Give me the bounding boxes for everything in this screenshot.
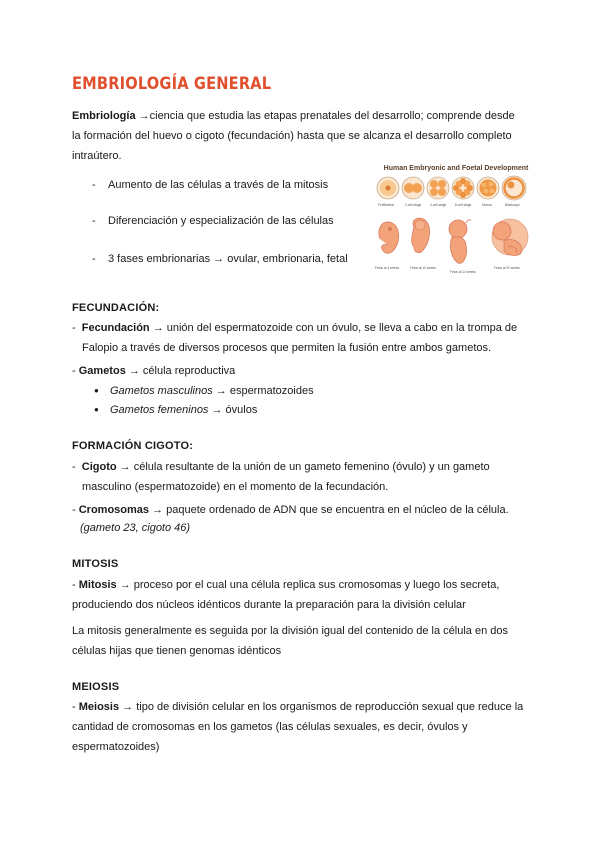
figure-illustration [370, 163, 538, 283]
fetus-label: Fetus at 20 weeks [494, 266, 520, 270]
intro-list-item: - 3 fases embrionarias → ovular, embrionaria, fetal [92, 253, 348, 265]
fetus-4-weeks [379, 222, 399, 253]
mitosis-paragraph: - Mitosis → proceso por el cual una célula replica sus cromosomas y luego los secreta, produciendo dos núcleos idénticos durante la preparación para la división celular [72, 579, 500, 611]
mitosis-note-paragraph: La mitosis generalmente es seguida por la división igual del contenido de la célula en dos células hijas que tienen genomas idénticos [72, 625, 508, 657]
stage-label: Morula [482, 203, 492, 207]
cell-stage-fertilization [377, 177, 399, 199]
cromosomas-note: (gameto 23, cigoto 46) [80, 522, 191, 534]
intro-line-3: intraútero. [72, 150, 122, 162]
page-title: EMBRIOLOGÍA GENERAL [72, 74, 272, 94]
fetus-label: Fetus at 14 weeks [450, 270, 476, 274]
bullet-item: ● Gametos femeninos → óvulos [94, 404, 258, 416]
intro-list-item: - Diferenciación y especialización de las células [92, 215, 334, 227]
intro-list-item: - Aumento de las células a través de la mitosis [92, 179, 329, 191]
meiosis-paragraph: - Meiosis → tipo de división celular en los organismos de reproducción sexual que reduce la cantidad de cromosomas en los gametos (las células sexuales, es decir, óvulos y espermatozoides) [72, 701, 524, 753]
figure-title: Human Embryonic and Foetal Development [383, 165, 529, 172]
section-heading-meiosis: MEIOSIS [72, 681, 120, 693]
cell-stage-blastocyst [502, 176, 526, 200]
intro-line-2: la formación del huevo o cigoto (fecundación) hasta que se alcanza el desarrollo completo [72, 130, 512, 142]
embryonic-development-figure [370, 163, 538, 283]
stage-label: 8-cell stage [455, 203, 472, 207]
cromosomas-term: Cromosomas [78, 504, 150, 516]
fetus-label: Fetus at 4 weeks [375, 266, 400, 270]
section-heading-mitosis: MITOSIS [72, 558, 119, 570]
intro-paragraph [72, 106, 528, 166]
bullet-item: ● Gametos masculinos → espermatozoides [94, 385, 314, 397]
cigoto-paragraph: - Cigoto → célula resultante de la unión de un gameto femenino (óvulo) y un gameto masculino (espermatozoide) en el momento de la fecundación. [72, 461, 490, 493]
stage-label: 4-cell stage [430, 203, 447, 207]
fetus-10-weeks [412, 218, 430, 253]
fetus-label: Fetus at 10 weeks [410, 266, 436, 270]
stage-label: Fertilization [378, 203, 395, 207]
intro-line-1: →ciencia que estudia las etapas prenatales del desarrollo; comprende desde [135, 110, 515, 122]
mitosis-term: Mitosis [78, 579, 117, 591]
stage-label: Blastocyst [505, 203, 520, 207]
fetus-20-weeks [492, 219, 528, 256]
fetus-14-weeks [449, 220, 471, 264]
stage-label: 2-cell stage [405, 203, 422, 207]
meiosis-term: Meiosis [78, 701, 120, 713]
cell-stage-2 [402, 177, 424, 199]
fecundacion-term: Fecundación [81, 322, 150, 334]
cigoto-term: Cigoto [81, 461, 117, 473]
cell-stage-8 [452, 177, 474, 199]
cromosomas-line: - Cromosomas → paquete ordenado de ADN que se encuentra en el núcleo de la célula. [72, 504, 509, 516]
intro-term: Embriología [72, 110, 136, 122]
cell-stage-4 [427, 177, 449, 199]
cell-stage-morula [477, 177, 499, 199]
section-heading-fecundacion: FECUNDACIÓN: [72, 302, 160, 314]
gametos-line: - Gametos → célula reproductiva [72, 365, 236, 377]
section-heading-cigoto: FORMACIÓN CIGOTO: [72, 440, 194, 452]
fecundacion-paragraph: - Fecundación → unión del espermatozoide con un óvulo, se lleva a cabo en la trompa de Falopio a través de diversos procesos que permiten la fusión entre ambos gametos. [72, 322, 518, 354]
gametos-term: Gametos [78, 365, 126, 377]
